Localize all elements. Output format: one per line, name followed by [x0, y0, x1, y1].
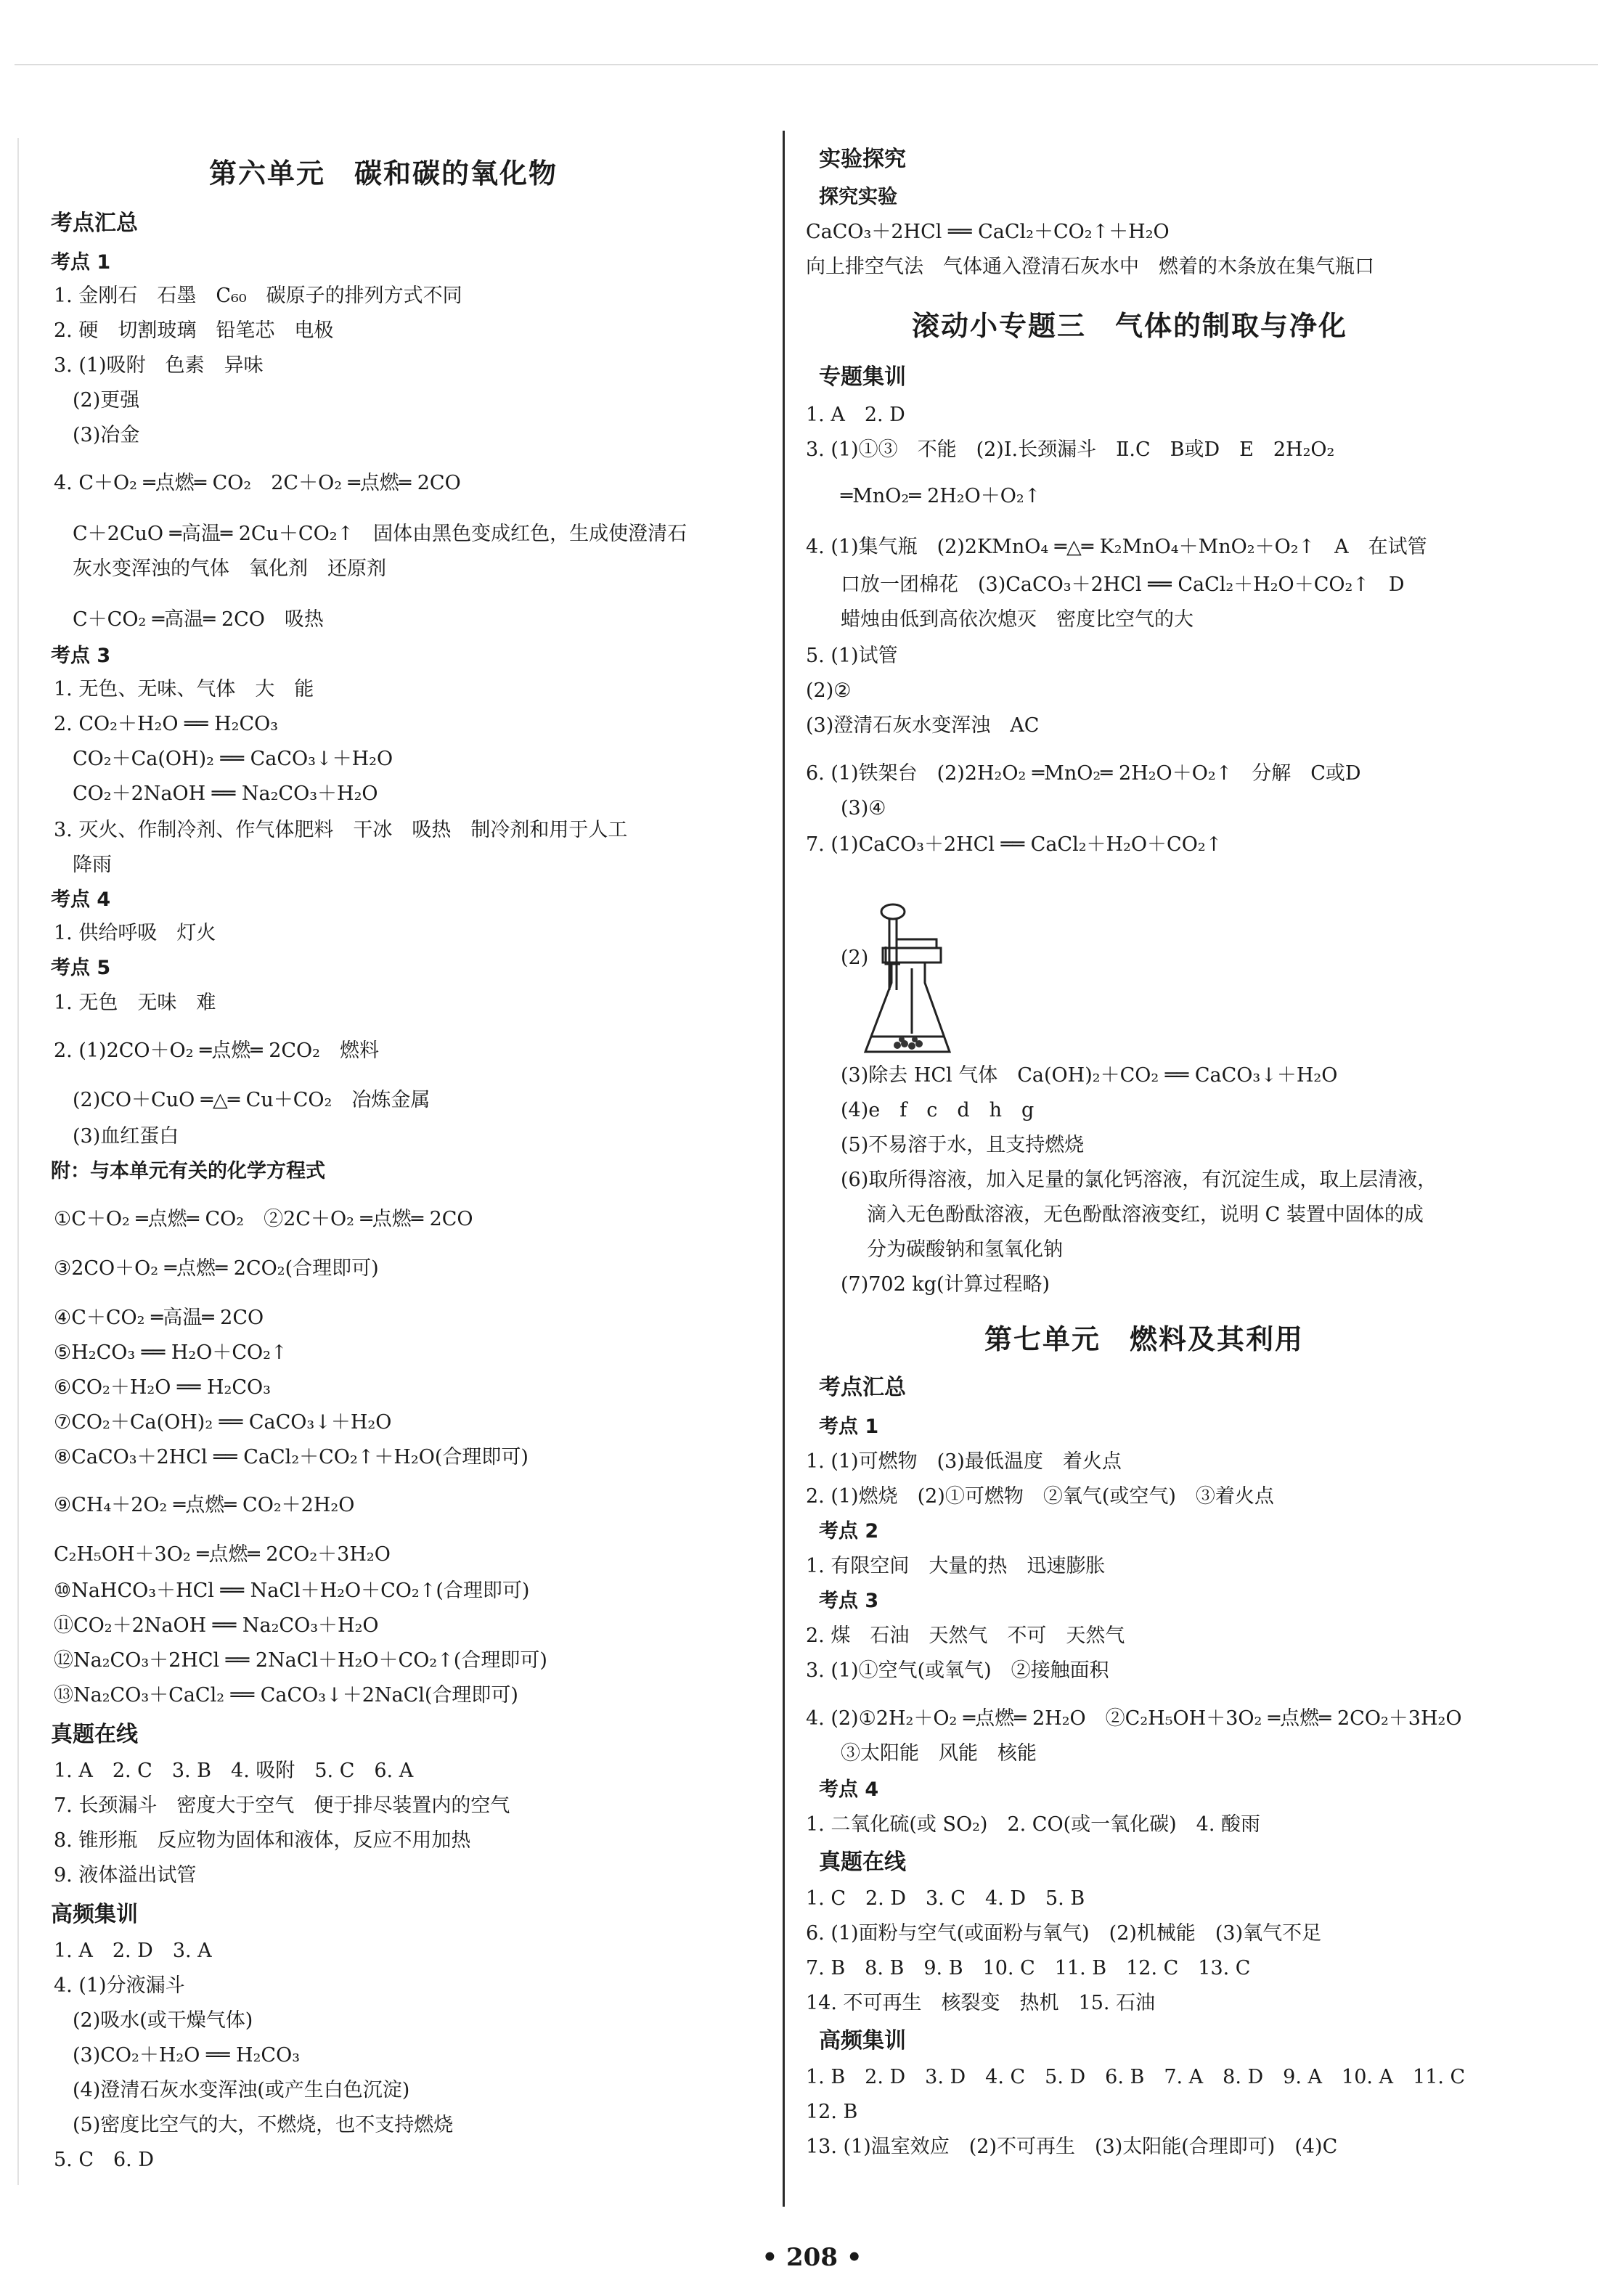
answer-line: 2. 煤 石油 天然气 不可 天然气	[806, 1625, 1125, 1647]
equation-line: ⑥CO₂＋H₂O ══ H₂CO₃	[54, 1376, 271, 1399]
section-heading: 真题在线	[51, 1722, 138, 1747]
column-divider	[783, 131, 785, 2207]
answer-line: 9. 液体溢出试管	[54, 1864, 197, 1887]
unit-title-6: 第六单元 碳和碳的氧化物	[209, 158, 558, 189]
section-heading: 实验探究	[819, 147, 906, 172]
answer-line: 1. 无色 无味 难	[54, 992, 216, 1014]
kaodian-heading: 考点 2	[819, 1520, 879, 1542]
equation-line: ④C＋CO₂ ═高温═ 2CO	[54, 1307, 264, 1329]
equation-line: ⑪CO₂＋2NaOH ══ Na₂CO₃＋H₂O	[54, 1614, 379, 1637]
answer-line: 7. B 8. B 9. B 10. C 11. B 12. C 13. C	[806, 1957, 1251, 1979]
answer-line: 4. (1)分液漏斗	[54, 1974, 185, 1997]
section-heading: 考点汇总	[51, 211, 138, 236]
equation-line: ⑤H₂CO₃ ══ H₂O＋CO₂↑	[54, 1341, 287, 1364]
answer-line: 1. A 2. C 3. B 4. 吸附 5. C 6. A	[54, 1760, 414, 1782]
equation-line: 2. (1)2CO＋O₂ ═点燃═ 2CO₂ 燃料	[54, 1039, 379, 1062]
answer-line: 1. A 2. D 3. A	[54, 1940, 212, 1962]
answer-line: 1. 金刚石 石墨 C₆₀ 碳原子的排列方式不同	[54, 285, 462, 307]
answer-line: 1. B 2. D 3. D 4. C 5. D 6. B 7. A 8. D 9. A 10. A 11. C	[806, 2066, 1466, 2088]
kaodian-heading: 考点 1	[819, 1415, 879, 1438]
answer-line: (4)e f c d h g	[841, 1099, 1035, 1121]
unit-title-7: 第七单元 燃料及其利用	[984, 1323, 1305, 1355]
equation-line: (2)CO＋CuO ═△═ Cu＋CO₂ 冶炼金属	[73, 1089, 431, 1111]
answer-line: 1. 供给呼吸 灯火	[54, 922, 216, 944]
answer-line: 3. (1)①空气(或氧气) ②接触面积	[806, 1659, 1109, 1682]
answer-line: 1. (1)可燃物 (3)最低温度 着火点	[806, 1450, 1122, 1473]
answer-line: 向上排空气法 气体通入澄清石灰水中 燃着的木条放在集气瓶口	[806, 256, 1374, 278]
equation-line: 4. (1)集气瓶 (2)2KMnO₄ ═△═ K₂MnO₄＋MnO₂＋O₂↑ A 在试管	[806, 536, 1427, 558]
answer-line: (3)澄清石灰水变浑浊 AC	[806, 714, 1040, 737]
answer-line: 2. 硬 切割玻璃 铅笔芯 电极	[54, 319, 334, 342]
equation-line: ③2CO＋O₂ ═点燃═ 2CO₂(合理即可)	[54, 1257, 379, 1280]
equation-line: 口放一团棉花 (3)CaCO₃＋2HCl ══ CaCl₂＋H₂O＋CO₂↑ D	[841, 573, 1405, 596]
section-heading: 专题集训	[819, 364, 906, 390]
answer-line: 1. 有限空间 大量的热 迅速膨胀	[806, 1555, 1106, 1577]
equation-line: C＋2CuO ═高温═ 2Cu＋CO₂↑ 固体由黑色变成红色，生成使澄清石	[73, 523, 687, 545]
answer-line: (2)吸水(或干燥气体)	[73, 2009, 253, 2032]
kaodian-heading: 考点 5	[51, 957, 111, 979]
answer-line: 7. 长颈漏斗 密度大于空气 便于排尽装置内的空气	[54, 1794, 510, 1817]
left-margin-rule	[17, 138, 19, 2185]
answer-line: 1. A 2. D	[806, 404, 905, 426]
kaodian-heading: 考点 3	[819, 1590, 879, 1612]
answer-line: 降雨	[73, 854, 112, 876]
equation-line: ⑩NaHCO₃＋HCl ══ NaCl＋H₂O＋CO₂↑(合理即可)	[54, 1580, 530, 1602]
equation-line: (3)除去 HCl 气体 Ca(OH)₂＋CO₂ ══ CaCO₃↓＋H₂O	[841, 1064, 1338, 1087]
answer-line: 2. (1)燃烧 (2)①可燃物 ②氧气(或空气) ③着火点	[806, 1485, 1274, 1508]
kaodian-heading: 考点 4	[819, 1778, 879, 1801]
equation-line: 4. C＋O₂ ═点燃═ CO₂ 2C＋O₂ ═点燃═ 2CO	[54, 472, 461, 494]
answer-line: 蜡烛由低到高依次熄灭 密度比空气的大	[841, 608, 1193, 631]
equation-line: (3)CO₂＋H₂O ══ H₂CO₃	[73, 2044, 301, 2067]
equation-line: ①C＋O₂ ═点燃═ CO₂ ②2C＋O₂ ═点燃═ 2CO	[54, 1208, 473, 1230]
answer-line: (3)血红蛋白	[73, 1125, 179, 1148]
answer-line: 3. (1)①③ 不能 (2)Ⅰ.长颈漏斗 Ⅱ.C B或D E 2H₂O₂	[806, 438, 1335, 461]
equation-line: 6. (1)铁架台 (2)2H₂O₂ ═MnO₂═ 2H₂O＋O₂↑ 分解 C或D	[806, 762, 1361, 785]
equation-line: CaCO₃＋2HCl ══ CaCl₂＋CO₂↑＋H₂O	[806, 221, 1170, 243]
answer-line: 1. 无色、无味、气体 大 能	[54, 678, 314, 700]
equation-line: C＋CO₂ ═高温═ 2CO 吸热	[73, 608, 324, 631]
section-heading: 高频集训	[819, 2028, 906, 2054]
equation-line: ⑦CO₂＋Ca(OH)₂ ══ CaCO₃↓＋H₂O	[54, 1411, 392, 1434]
kaodian-heading: 考点 3	[51, 645, 111, 667]
subsection-heading: 探究实验	[819, 186, 897, 208]
answer-line: 13. (1)温室效应 (2)不可再生 (3)太阳能(合理即可) (4)C	[806, 2136, 1338, 2158]
answer-line: 分为碳酸钠和氢氧化钠	[867, 1238, 1063, 1261]
answer-line: (3)冶金	[73, 424, 140, 446]
page-number: • 208 •	[762, 2243, 862, 2272]
answer-line: 8. 锥形瓶 反应物为固体和液体，反应不用加热	[54, 1829, 471, 1852]
answer-line: 5. (1)试管	[806, 645, 898, 667]
answer-line: (6)取所得溶液，加入足量的氯化钙溶液，有沉淀生成，取上层清液，	[841, 1169, 1437, 1191]
answer-line: 灰水变浑浊的气体 氧化剂 还原剂	[73, 557, 386, 580]
equation-line: ═MnO₂═ 2H₂O＋O₂↑	[841, 485, 1041, 507]
section-heading: 考点汇总	[819, 1375, 906, 1400]
answer-line: (5)不易溶于水，且支持燃烧	[841, 1134, 1085, 1156]
answer-line: 3. 灭火、作制冷剂、作气体肥料 干冰 吸热 制冷剂和用于人工	[54, 819, 628, 841]
answer-line: (2)	[841, 947, 869, 969]
gas-washing-bottle-diagram	[857, 903, 995, 1063]
answer-line: (2)更强	[73, 389, 140, 412]
answer-line: ③太阳能 风能 核能	[841, 1742, 1037, 1765]
page-top-rule	[15, 64, 1598, 65]
answer-line: (3)④	[841, 797, 886, 820]
equation-line: ⑬Na₂CO₃＋CaCl₂ ══ CaCO₃↓＋2NaCl(合理即可)	[54, 1684, 518, 1707]
answer-line: 1. 二氧化硫(或 SO₂) 2. CO(或一氧化碳) 4. 酸雨	[806, 1813, 1260, 1836]
kaodian-heading: 考点 1	[51, 251, 111, 274]
equation-line: ⑧CaCO₃＋2HCl ══ CaCl₂＋CO₂↑＋H₂O(合理即可)	[54, 1446, 529, 1468]
appendix-heading: 附：与本单元有关的化学方程式	[51, 1160, 325, 1182]
rolling-topic-title: 滚动小专题三 气体的制取与净化	[912, 310, 1348, 342]
answer-line: 1. C 2. D 3. C 4. D 5. B	[806, 1887, 1085, 1910]
answer-line: 14. 不可再生 核裂变 热机 15. 石油	[806, 1992, 1156, 2014]
equation-line: C₂H₅OH＋3O₂ ═点燃═ 2CO₂＋3H₂O	[54, 1543, 391, 1566]
answer-line: 12. B	[806, 2101, 858, 2123]
answer-line: (4)澄清石灰水变浑浊(或产生白色沉淀)	[73, 2079, 410, 2101]
equation-line: 2. CO₂＋H₂O ══ H₂CO₃	[54, 713, 279, 735]
answer-line: 滴入无色酚酞溶液，无色酚酞溶液变红，说明 C 装置中固体的成	[867, 1204, 1424, 1226]
equation-line: CO₂＋Ca(OH)₂ ══ CaCO₃↓＋H₂O	[73, 748, 393, 770]
answer-line: 6. (1)面粉与空气(或面粉与氧气) (2)机械能 (3)氧气不足	[806, 1922, 1322, 1945]
equation-line: CO₂＋2NaOH ══ Na₂CO₃＋H₂O	[73, 782, 378, 805]
section-heading: 真题在线	[819, 1850, 906, 1875]
kaodian-heading: 考点 4	[51, 888, 111, 911]
equation-line: ⑫Na₂CO₃＋2HCl ══ 2NaCl＋H₂O＋CO₂↑(合理即可)	[54, 1649, 547, 1672]
equation-line: 7. (1)CaCO₃＋2HCl ══ CaCl₂＋H₂O＋CO₂↑	[806, 833, 1223, 856]
equation-line: ⑨CH₄＋2O₂ ═点燃═ CO₂＋2H₂O	[54, 1494, 355, 1516]
answer-line: 3. (1)吸附 色素 异味	[54, 354, 264, 377]
answer-line: (7)702 kg(计算过程略)	[841, 1273, 1050, 1296]
answer-line: 5. C 6. D	[54, 2149, 154, 2171]
answer-line: (2)②	[806, 679, 852, 702]
answer-line: (5)密度比空气的大，不燃烧，也不支持燃烧	[73, 2114, 454, 2136]
equation-line: 4. (2)①2H₂＋O₂ ═点燃═ 2H₂O ②C₂H₅OH＋3O₂ ═点燃═ 2CO₂＋3H₂O	[806, 1707, 1462, 1730]
section-heading: 高频集训	[51, 1902, 138, 1927]
